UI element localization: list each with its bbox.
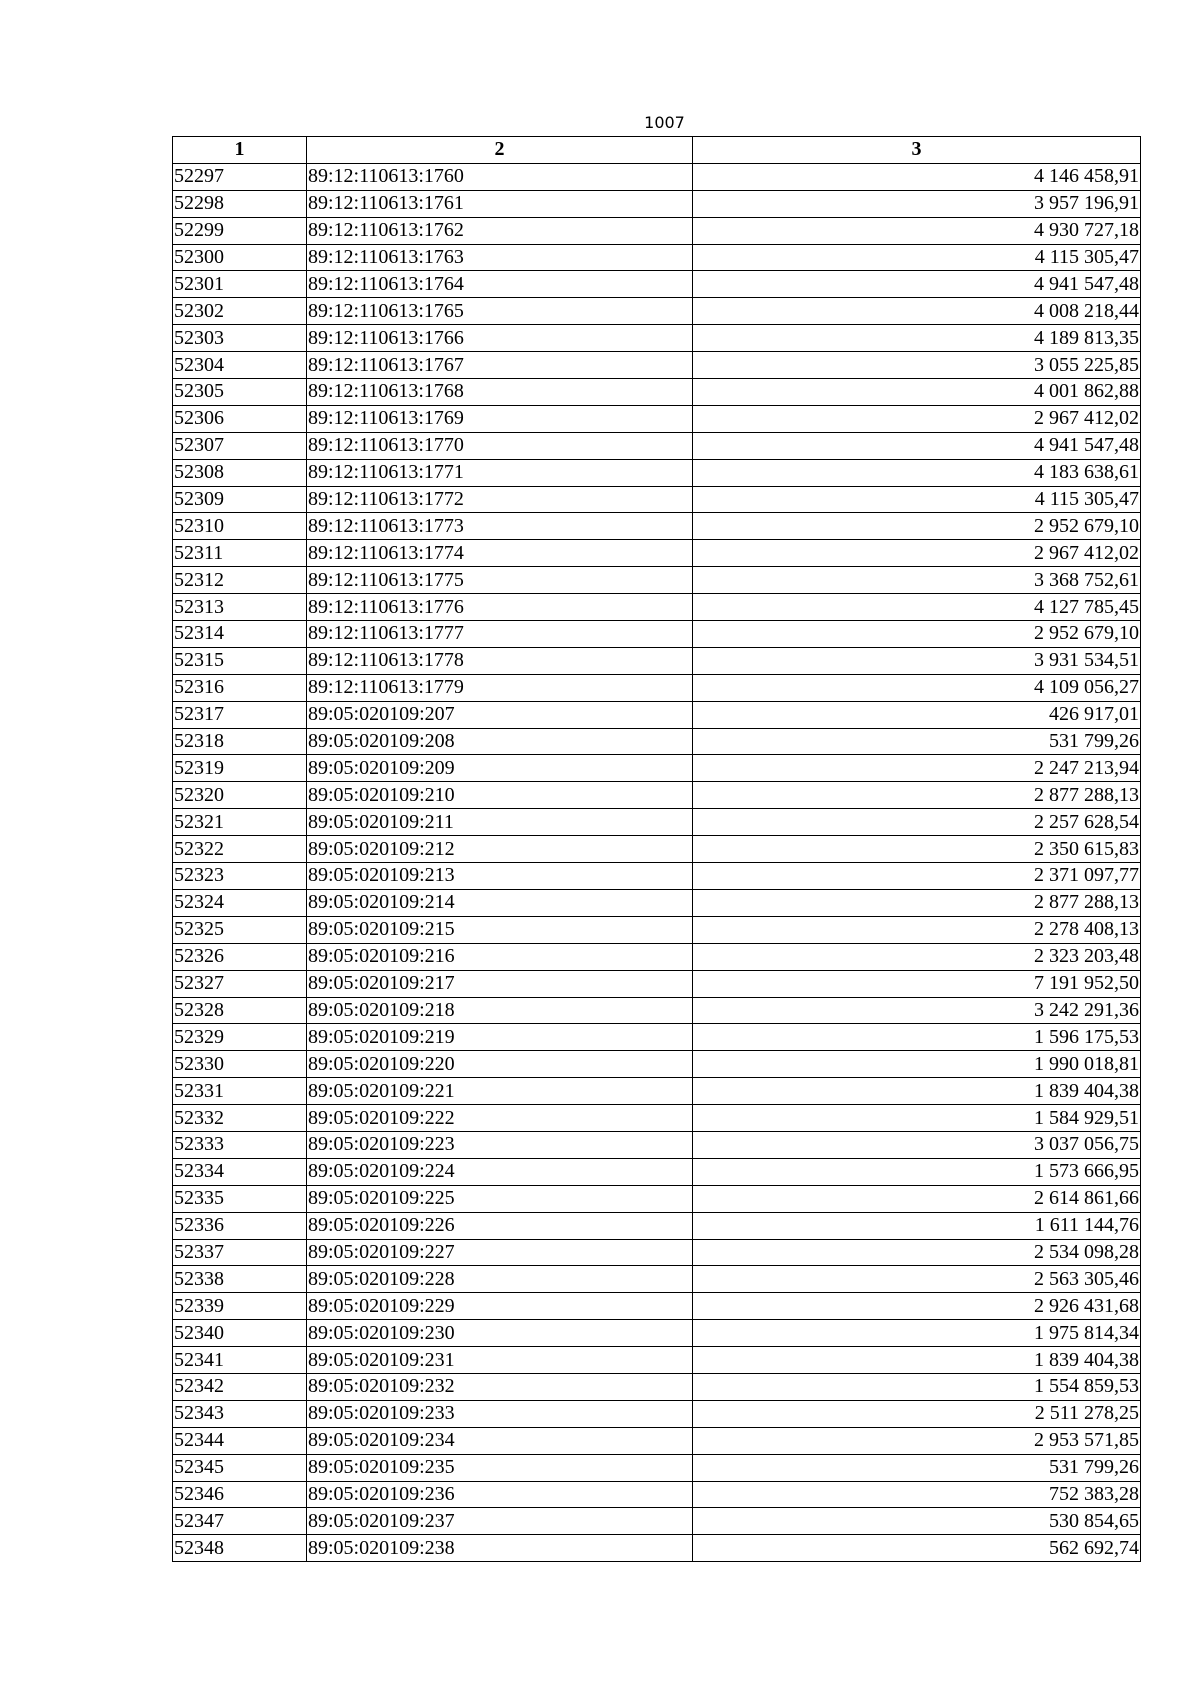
table-row	[173, 405, 1141, 432]
cadastral-number-cell: 89:05:020109:234	[307, 1427, 693, 1454]
table-row	[173, 594, 1141, 621]
value-cell: 2 877 288,13	[693, 782, 1141, 809]
value-cell: 4 941 547,48	[693, 271, 1141, 298]
row-number-cell: 52333	[173, 1131, 307, 1158]
row-number-cell: 52300	[173, 244, 307, 271]
table-row	[173, 970, 1141, 997]
table-row	[173, 782, 1141, 809]
table-row	[173, 567, 1141, 594]
value-cell: 4 008 218,44	[693, 298, 1141, 325]
table-row	[173, 647, 1141, 674]
value-cell: 3 037 056,75	[693, 1131, 1141, 1158]
value-cell: 1 584 929,51	[693, 1105, 1141, 1132]
cadastral-number-cell: 89:12:110613:1762	[307, 217, 693, 244]
cadastral-number-cell: 89:12:110613:1768	[307, 379, 693, 406]
cadastral-number-cell: 89:05:020109:228	[307, 1266, 693, 1293]
value-cell: 2 247 213,94	[693, 755, 1141, 782]
cadastral-number-cell: 89:05:020109:210	[307, 782, 693, 809]
row-number-cell: 52303	[173, 325, 307, 352]
cadastral-number-cell: 89:05:020109:237	[307, 1508, 693, 1535]
value-cell: 2 877 288,13	[693, 889, 1141, 916]
table-row	[173, 1024, 1141, 1051]
value-cell: 4 001 862,88	[693, 379, 1141, 406]
table-row	[173, 244, 1141, 271]
value-cell: 4 115 305,47	[693, 244, 1141, 271]
table-row	[173, 1535, 1141, 1562]
table-row	[173, 1454, 1141, 1481]
value-cell: 7 191 952,50	[693, 970, 1141, 997]
value-cell: 562 692,74	[693, 1535, 1141, 1562]
table-row	[173, 325, 1141, 352]
row-number-cell: 52334	[173, 1158, 307, 1185]
table-row	[173, 379, 1141, 406]
value-cell: 1 611 144,76	[693, 1212, 1141, 1239]
table-row	[173, 1320, 1141, 1347]
table-row	[173, 701, 1141, 728]
table-row	[173, 1158, 1141, 1185]
value-cell: 2 926 431,68	[693, 1293, 1141, 1320]
row-number-cell: 52344	[173, 1427, 307, 1454]
table-row	[173, 997, 1141, 1024]
cadastral-number-cell: 89:05:020109:221	[307, 1078, 693, 1105]
row-number-cell: 52345	[173, 1454, 307, 1481]
table-row	[173, 271, 1141, 298]
cadastral-number-cell: 89:05:020109:213	[307, 863, 693, 890]
cadastral-number-cell: 89:05:020109:227	[307, 1239, 693, 1266]
table-row	[173, 1051, 1141, 1078]
row-number-cell: 52315	[173, 647, 307, 674]
value-cell: 1 990 018,81	[693, 1051, 1141, 1078]
table-row	[173, 1481, 1141, 1508]
table-header-row	[173, 137, 1141, 164]
cadastral-number-cell: 89:12:110613:1779	[307, 674, 693, 701]
row-number-cell: 52319	[173, 755, 307, 782]
cadastral-number-cell: 89:05:020109:236	[307, 1481, 693, 1508]
row-number-cell: 52339	[173, 1293, 307, 1320]
value-cell: 4 127 785,45	[693, 594, 1141, 621]
value-cell: 2 350 615,83	[693, 836, 1141, 863]
row-number-cell: 52343	[173, 1400, 307, 1427]
row-number-cell: 52332	[173, 1105, 307, 1132]
cadastral-number-cell: 89:12:110613:1770	[307, 432, 693, 459]
value-cell: 2 371 097,77	[693, 863, 1141, 890]
column-header-3: 3	[693, 137, 1141, 164]
cadastral-number-cell: 89:05:020109:233	[307, 1400, 693, 1427]
value-cell: 4 146 458,91	[693, 163, 1141, 190]
row-number-cell: 52305	[173, 379, 307, 406]
row-number-cell: 52336	[173, 1212, 307, 1239]
cadastral-number-cell: 89:05:020109:207	[307, 701, 693, 728]
cadastral-number-cell: 89:05:020109:212	[307, 836, 693, 863]
cadastral-number-cell: 89:12:110613:1776	[307, 594, 693, 621]
value-cell: 2 967 412,02	[693, 405, 1141, 432]
value-cell: 531 799,26	[693, 728, 1141, 755]
table-row	[173, 916, 1141, 943]
cadastral-number-cell: 89:05:020109:215	[307, 916, 693, 943]
value-cell: 1 554 859,53	[693, 1373, 1141, 1400]
table-row	[173, 1400, 1141, 1427]
table-row	[173, 889, 1141, 916]
cadastral-number-cell: 89:12:110613:1773	[307, 513, 693, 540]
cadastral-number-cell: 89:05:020109:230	[307, 1320, 693, 1347]
value-cell: 4 183 638,61	[693, 459, 1141, 486]
cadastral-number-cell: 89:12:110613:1771	[307, 459, 693, 486]
cadastral-number-cell: 89:05:020109:224	[307, 1158, 693, 1185]
table-row	[173, 190, 1141, 217]
table-row	[173, 674, 1141, 701]
value-cell: 2 511 278,25	[693, 1400, 1141, 1427]
row-number-cell: 52347	[173, 1508, 307, 1535]
value-cell: 426 917,01	[693, 701, 1141, 728]
table-row	[173, 1105, 1141, 1132]
cadastral-number-cell: 89:05:020109:222	[307, 1105, 693, 1132]
column-header-1: 1	[173, 137, 307, 164]
table-row	[173, 755, 1141, 782]
cadastral-number-cell: 89:12:110613:1774	[307, 540, 693, 567]
row-number-cell: 52307	[173, 432, 307, 459]
table-row	[173, 1508, 1141, 1535]
row-number-cell: 52322	[173, 836, 307, 863]
value-cell: 530 854,65	[693, 1508, 1141, 1535]
value-cell: 3 957 196,91	[693, 190, 1141, 217]
table-row	[173, 621, 1141, 648]
table-row	[173, 1078, 1141, 1105]
table-row	[173, 540, 1141, 567]
cadastral-number-cell: 89:12:110613:1764	[307, 271, 693, 298]
row-number-cell: 52325	[173, 916, 307, 943]
value-cell: 3 242 291,36	[693, 997, 1141, 1024]
cadastral-number-cell: 89:12:110613:1772	[307, 486, 693, 513]
cadastral-number-cell: 89:12:110613:1778	[307, 647, 693, 674]
value-cell: 4 115 305,47	[693, 486, 1141, 513]
value-cell: 2 953 571,85	[693, 1427, 1141, 1454]
row-number-cell: 52314	[173, 621, 307, 648]
row-number-cell: 52321	[173, 809, 307, 836]
value-cell: 4 109 056,27	[693, 674, 1141, 701]
value-cell: 2 563 305,46	[693, 1266, 1141, 1293]
cadastral-number-cell: 89:05:020109:209	[307, 755, 693, 782]
row-number-cell: 52318	[173, 728, 307, 755]
row-number-cell: 52326	[173, 943, 307, 970]
row-number-cell: 52324	[173, 889, 307, 916]
row-number-cell: 52312	[173, 567, 307, 594]
row-number-cell: 52329	[173, 1024, 307, 1051]
table-row	[173, 1239, 1141, 1266]
cadastral-number-cell: 89:05:020109:217	[307, 970, 693, 997]
row-number-cell: 52298	[173, 190, 307, 217]
cadastral-number-cell: 89:12:110613:1763	[307, 244, 693, 271]
value-cell: 2 967 412,02	[693, 540, 1141, 567]
row-number-cell: 52346	[173, 1481, 307, 1508]
value-cell: 2 323 203,48	[693, 943, 1141, 970]
row-number-cell: 52337	[173, 1239, 307, 1266]
table-row	[173, 728, 1141, 755]
cadastral-number-cell: 89:05:020109:229	[307, 1293, 693, 1320]
cadastral-number-cell: 89:12:110613:1760	[307, 163, 693, 190]
value-cell: 2 257 628,54	[693, 809, 1141, 836]
value-cell: 2 952 679,10	[693, 621, 1141, 648]
row-number-cell: 52328	[173, 997, 307, 1024]
cadastral-number-cell: 89:05:020109:218	[307, 997, 693, 1024]
column-header-2: 2	[307, 137, 693, 164]
table-row	[173, 1131, 1141, 1158]
table-row	[173, 163, 1141, 190]
row-number-cell: 52299	[173, 217, 307, 244]
cadastral-number-cell: 89:12:110613:1775	[307, 567, 693, 594]
row-number-cell: 52320	[173, 782, 307, 809]
cadastral-number-cell: 89:05:020109:225	[307, 1185, 693, 1212]
row-number-cell: 52327	[173, 970, 307, 997]
cadastral-number-cell: 89:12:110613:1766	[307, 325, 693, 352]
row-number-cell: 52302	[173, 298, 307, 325]
value-cell: 1 839 404,38	[693, 1347, 1141, 1374]
table-body	[173, 163, 1141, 1561]
row-number-cell: 52338	[173, 1266, 307, 1293]
value-cell: 1 596 175,53	[693, 1024, 1141, 1051]
data-table	[172, 136, 1141, 1562]
table-row	[173, 1293, 1141, 1320]
value-cell: 2 534 098,28	[693, 1239, 1141, 1266]
row-number-cell: 52304	[173, 352, 307, 379]
row-number-cell: 52348	[173, 1535, 307, 1562]
cadastral-number-cell: 89:05:020109:220	[307, 1051, 693, 1078]
table-row	[173, 1266, 1141, 1293]
row-number-cell: 52313	[173, 594, 307, 621]
table-row	[173, 513, 1141, 540]
table-row	[173, 1373, 1141, 1400]
table-row	[173, 809, 1141, 836]
cadastral-number-cell: 89:12:110613:1761	[307, 190, 693, 217]
row-number-cell: 52309	[173, 486, 307, 513]
row-number-cell: 52330	[173, 1051, 307, 1078]
value-cell: 3 055 225,85	[693, 352, 1141, 379]
row-number-cell: 52311	[173, 540, 307, 567]
value-cell: 4 941 547,48	[693, 432, 1141, 459]
row-number-cell: 52323	[173, 863, 307, 890]
cadastral-number-cell: 89:05:020109:211	[307, 809, 693, 836]
value-cell: 752 383,28	[693, 1481, 1141, 1508]
value-cell: 3 368 752,61	[693, 567, 1141, 594]
table-row	[173, 459, 1141, 486]
cadastral-number-cell: 89:05:020109:226	[307, 1212, 693, 1239]
cadastral-number-cell: 89:05:020109:219	[307, 1024, 693, 1051]
row-number-cell: 52306	[173, 405, 307, 432]
table-row	[173, 352, 1141, 379]
cadastral-number-cell: 89:12:110613:1765	[307, 298, 693, 325]
table-row	[173, 1347, 1141, 1374]
value-cell: 4 189 813,35	[693, 325, 1141, 352]
cadastral-number-cell: 89:12:110613:1777	[307, 621, 693, 648]
value-cell: 4 930 727,18	[693, 217, 1141, 244]
row-number-cell: 52341	[173, 1347, 307, 1374]
cadastral-number-cell: 89:05:020109:232	[307, 1373, 693, 1400]
table-row	[173, 486, 1141, 513]
table-row	[173, 863, 1141, 890]
cadastral-number-cell: 89:05:020109:216	[307, 943, 693, 970]
table-row	[173, 217, 1141, 244]
table-row	[173, 432, 1141, 459]
row-number-cell: 52335	[173, 1185, 307, 1212]
page-number: 1007	[644, 113, 685, 132]
cadastral-number-cell: 89:05:020109:208	[307, 728, 693, 755]
table-row	[173, 943, 1141, 970]
value-cell: 1 975 814,34	[693, 1320, 1141, 1347]
table-row	[173, 1427, 1141, 1454]
cadastral-number-cell: 89:12:110613:1767	[307, 352, 693, 379]
value-cell: 1 839 404,38	[693, 1078, 1141, 1105]
cadastral-number-cell: 89:05:020109:223	[307, 1131, 693, 1158]
cadastral-number-cell: 89:05:020109:231	[307, 1347, 693, 1374]
cadastral-number-cell: 89:05:020109:214	[307, 889, 693, 916]
cadastral-number-cell: 89:12:110613:1769	[307, 405, 693, 432]
value-cell: 531 799,26	[693, 1454, 1141, 1481]
row-number-cell: 52317	[173, 701, 307, 728]
row-number-cell: 52316	[173, 674, 307, 701]
table-row	[173, 836, 1141, 863]
cadastral-number-cell: 89:05:020109:238	[307, 1535, 693, 1562]
value-cell: 2 278 408,13	[693, 916, 1141, 943]
cadastral-number-cell: 89:05:020109:235	[307, 1454, 693, 1481]
table-row	[173, 1212, 1141, 1239]
value-cell: 1 573 666,95	[693, 1158, 1141, 1185]
row-number-cell: 52342	[173, 1373, 307, 1400]
row-number-cell: 52331	[173, 1078, 307, 1105]
row-number-cell: 52340	[173, 1320, 307, 1347]
value-cell: 3 931 534,51	[693, 647, 1141, 674]
table-row	[173, 298, 1141, 325]
row-number-cell: 52301	[173, 271, 307, 298]
row-number-cell: 52310	[173, 513, 307, 540]
row-number-cell: 52297	[173, 163, 307, 190]
value-cell: 2 614 861,66	[693, 1185, 1141, 1212]
row-number-cell: 52308	[173, 459, 307, 486]
value-cell: 2 952 679,10	[693, 513, 1141, 540]
table-row	[173, 1185, 1141, 1212]
